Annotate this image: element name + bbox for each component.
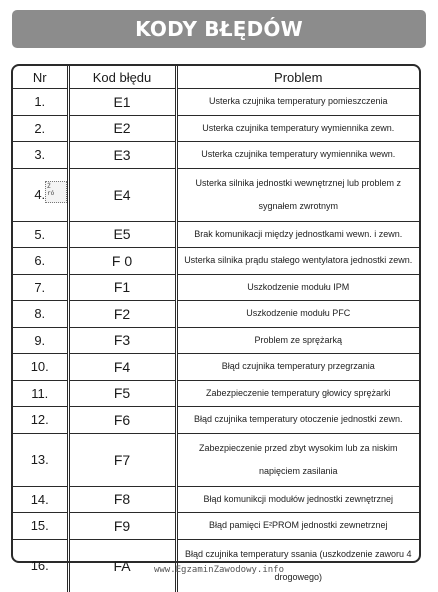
- problem-description: Zabezpieczenie temperatury głowicy sprężarki: [176, 380, 419, 407]
- row-number: 6.: [13, 248, 68, 275]
- table-row: [13, 142, 419, 169]
- table-row: [13, 380, 419, 407]
- error-code: F6: [68, 407, 176, 434]
- problem-description: Usterka czujnika temperatury wymiennika wewn.: [176, 142, 419, 169]
- table-row: [13, 407, 419, 434]
- problem-description: Błąd czujnika temperatury ssania (uszkodzenie zaworu 4 drogowego): [176, 539, 419, 592]
- error-code: F9: [68, 513, 176, 540]
- error-code: FA: [68, 539, 176, 592]
- table-row: [13, 221, 419, 248]
- broken-image-icon: Ź ró: [45, 181, 67, 203]
- watermark: www.EgzaminZawodowy.info: [153, 565, 285, 575]
- problem-description: Uszkodzenie modułu IPM: [176, 274, 419, 301]
- table-header-row: [13, 66, 419, 89]
- problem-description: Uszkodzenie modułu PFC: [176, 301, 419, 328]
- page-title: KODY BŁĘDÓW: [135, 17, 303, 41]
- table-row: [13, 168, 419, 221]
- row-number: 8.: [13, 301, 68, 328]
- error-code: F8: [68, 486, 176, 513]
- problem-description: Usterka czujnika temperatury pomieszczenia: [176, 89, 419, 116]
- table-row: [13, 248, 419, 275]
- error-code: E3: [68, 142, 176, 169]
- table-row: [13, 513, 419, 540]
- error-code: F3: [68, 327, 176, 354]
- row-number: 14.: [13, 486, 68, 513]
- error-code: E2: [68, 115, 176, 142]
- table-row: [13, 354, 419, 381]
- problem-description: Błąd pamięci E²PROM jednostki zewnetrznej: [176, 513, 419, 540]
- problem-description: Błąd czujnika temperatury otoczenie jednostki zewn.: [176, 407, 419, 434]
- row-number: 2.: [13, 115, 68, 142]
- table-row: [13, 433, 419, 486]
- row-number: 10.: [13, 354, 68, 381]
- table-row: [13, 274, 419, 301]
- error-code: F2: [68, 301, 176, 328]
- error-code: E5: [68, 221, 176, 248]
- column-header-code: Kod błędu: [68, 66, 176, 89]
- problem-description: Problem ze sprężarką: [176, 327, 419, 354]
- table-row: [13, 89, 419, 116]
- error-code: E1: [68, 89, 176, 116]
- row-number: 5.: [13, 221, 68, 248]
- column-header-problem: Problem: [176, 66, 419, 89]
- error-code: E4: [68, 168, 176, 221]
- row-number: 4.: [13, 168, 68, 221]
- problem-description: Błąd czujnika temperatury przegrzania: [176, 354, 419, 381]
- row-number: 9.: [13, 327, 68, 354]
- title-banner: [12, 10, 426, 48]
- row-number: 1.: [13, 89, 68, 116]
- problem-description: Zabezpieczenie przed zbyt wysokim lub za niskim napięciem zasilania: [176, 433, 419, 486]
- error-code: F5: [68, 380, 176, 407]
- row-number: 3.: [13, 142, 68, 169]
- table-row: [13, 115, 419, 142]
- error-code: F1: [68, 274, 176, 301]
- row-number: 16.: [13, 539, 68, 592]
- problem-description: Brak komunikacji między jednostkami wewn. i zewn.: [176, 221, 419, 248]
- row-number: 7.: [13, 274, 68, 301]
- error-code: F 0: [68, 248, 176, 275]
- problem-description: Usterka silnika jednostki wewnętrznej lub problem z sygnałem zwrotnym: [176, 168, 419, 221]
- column-header-nr: Nr: [13, 66, 68, 89]
- problem-description: Błąd komunikcji modułów jednostki zewnętrznej: [176, 486, 419, 513]
- error-code: F7: [68, 433, 176, 486]
- table-row: [13, 486, 419, 513]
- error-code: F4: [68, 354, 176, 381]
- table-row: [13, 301, 419, 328]
- table-row: [13, 327, 419, 354]
- row-number: 12.: [13, 407, 68, 434]
- problem-description: Usterka czujnika temperatury wymiennika zewn.: [176, 115, 419, 142]
- row-number: 11.: [13, 380, 68, 407]
- problem-description: Usterka silnika prądu stałego wentylatora jednostki zewn.: [176, 248, 419, 275]
- row-number: 13.: [13, 433, 68, 486]
- row-number: 15.: [13, 513, 68, 540]
